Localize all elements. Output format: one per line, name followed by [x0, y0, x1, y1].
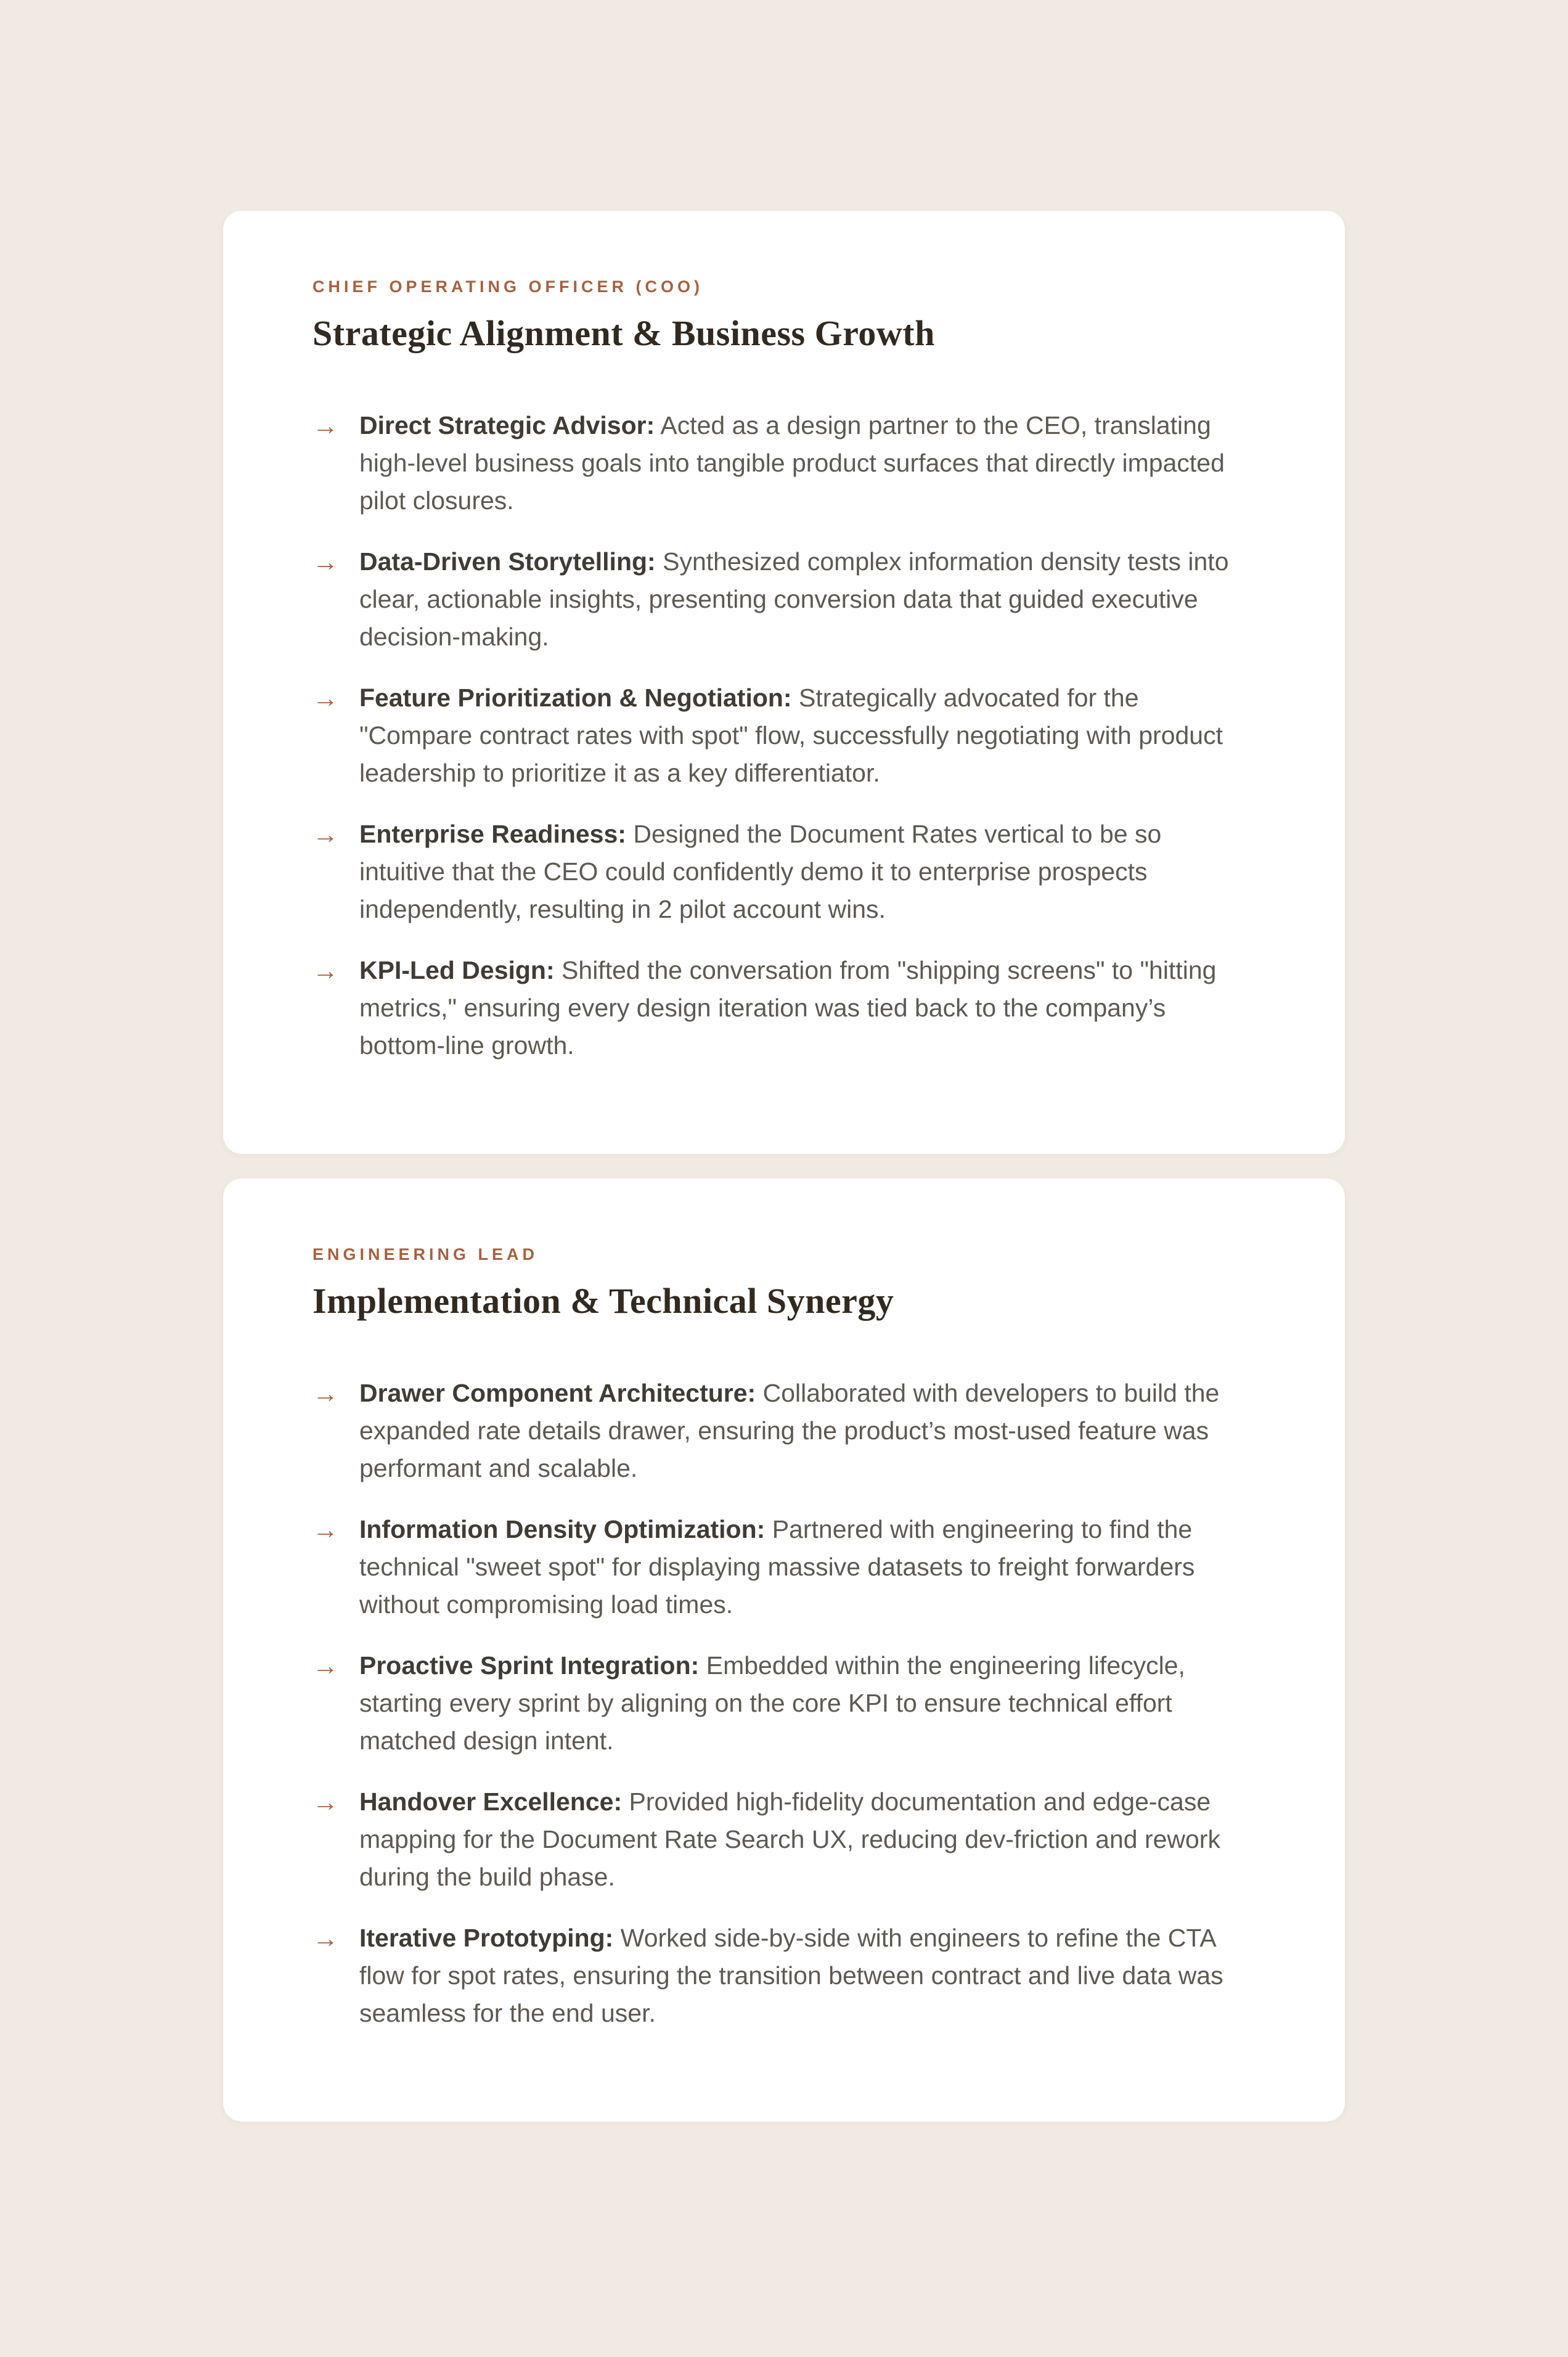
item-text — [359, 1511, 1252, 1624]
list-item — [312, 407, 1252, 520]
item-body: Embedded within the engineering lifecycle, starting every sprint by aligning on the core KPI to ensure technical effort matched design intent. — [359, 1651, 1185, 1755]
item-lead: Data-Driven Storytelling: — [359, 547, 656, 576]
bullet-list — [312, 407, 1252, 1064]
item-text — [359, 952, 1252, 1064]
item-text — [359, 543, 1252, 656]
item-lead: Enterprise Readiness: — [359, 820, 626, 848]
item-body: Synthesized complex information density tests into clear, actionable insights, presenting conversion data that guided executive decision-making. — [359, 547, 1229, 651]
card-coo — [223, 211, 1345, 1154]
arrow-icon: → — [312, 1924, 338, 1953]
arrow-icon: → — [312, 1515, 338, 1544]
item-body: Partnered with engineering to find the technical "sweet spot" for displaying massive datasets to freight forwarders without compromising load times. — [359, 1515, 1195, 1619]
item-lead: KPI-Led Design: — [359, 956, 555, 984]
item-body: Collaborated with developers to build the expanded rate details drawer, ensuring the product’s most-used feature was performant and scalable. — [359, 1379, 1220, 1482]
arrow-icon: → — [312, 547, 338, 576]
item-lead: Drawer Component Architecture: — [359, 1379, 756, 1407]
list-item — [312, 1783, 1252, 1896]
item-lead: Direct Strategic Advisor: — [359, 411, 655, 439]
item-text — [359, 815, 1252, 928]
list-item — [312, 1919, 1252, 2032]
arrow-icon: → — [312, 1651, 338, 1680]
arrow-icon: → — [312, 411, 338, 440]
item-text — [359, 1375, 1252, 1487]
card-title: Strategic Alignment & Business Growth — [312, 313, 935, 353]
card-engineering — [223, 1178, 1345, 2122]
arrow-icon: → — [312, 956, 338, 985]
item-body: Strategically advocated for the "Compare contract rates with spot" flow, successfully negotiating with product leadership to prioritize it as a key differentiator. — [359, 684, 1223, 787]
arrow-icon: → — [312, 820, 338, 849]
arrow-icon: → — [312, 1379, 338, 1408]
item-text — [359, 1647, 1252, 1760]
item-body: Shifted the conversation from "shipping screens" to "hitting metrics," ensuring every design iteration was tied back to the company’s bottom-line growth. — [359, 956, 1217, 1060]
item-body: Acted as a design partner to the CEO, translating high-level business goals into tangible product surfaces that directly impacted pilot closures. — [359, 411, 1225, 515]
card-eyebrow: ENGINEERING LEAD — [312, 1245, 539, 1264]
list-item — [312, 1511, 1252, 1624]
list-item — [312, 1375, 1252, 1487]
item-text — [359, 1919, 1252, 2032]
list-item — [312, 1647, 1252, 1760]
item-lead: Iterative Prototyping: — [359, 1924, 614, 1952]
card-eyebrow: CHIEF OPERATING OFFICER (COO) — [312, 277, 703, 296]
bullet-list — [312, 1375, 1252, 2032]
list-item — [312, 815, 1252, 928]
item-lead: Information Density Optimization: — [359, 1515, 766, 1543]
list-item — [312, 952, 1252, 1064]
item-body: Provided high-fidelity documentation and edge-case mapping for the Document Rate Search UX, reducing dev-friction and rework during the build phase. — [359, 1787, 1220, 1891]
arrow-icon: → — [312, 684, 338, 713]
arrow-icon: → — [312, 1787, 338, 1816]
item-text — [359, 679, 1252, 792]
item-text — [359, 407, 1252, 520]
list-item — [312, 543, 1252, 656]
list-item — [312, 679, 1252, 792]
card-title: Implementation & Technical Synergy — [312, 1281, 894, 1321]
item-lead: Handover Excellence: — [359, 1787, 623, 1816]
item-text — [359, 1783, 1252, 1896]
item-lead: Proactive Sprint Integration: — [359, 1651, 700, 1680]
item-body: Worked side-by-side with engineers to refine the CTA flow for spot rates, ensuring the transition between contract and live data was seamless for the end user. — [359, 1924, 1223, 2027]
item-body: Designed the Document Rates vertical to be so intuitive that the CEO could confidently demo it to enterprise prospects independently, resulting in 2 pilot account wins. — [359, 820, 1162, 923]
item-lead: Feature Prioritization & Negotiation: — [359, 684, 792, 712]
